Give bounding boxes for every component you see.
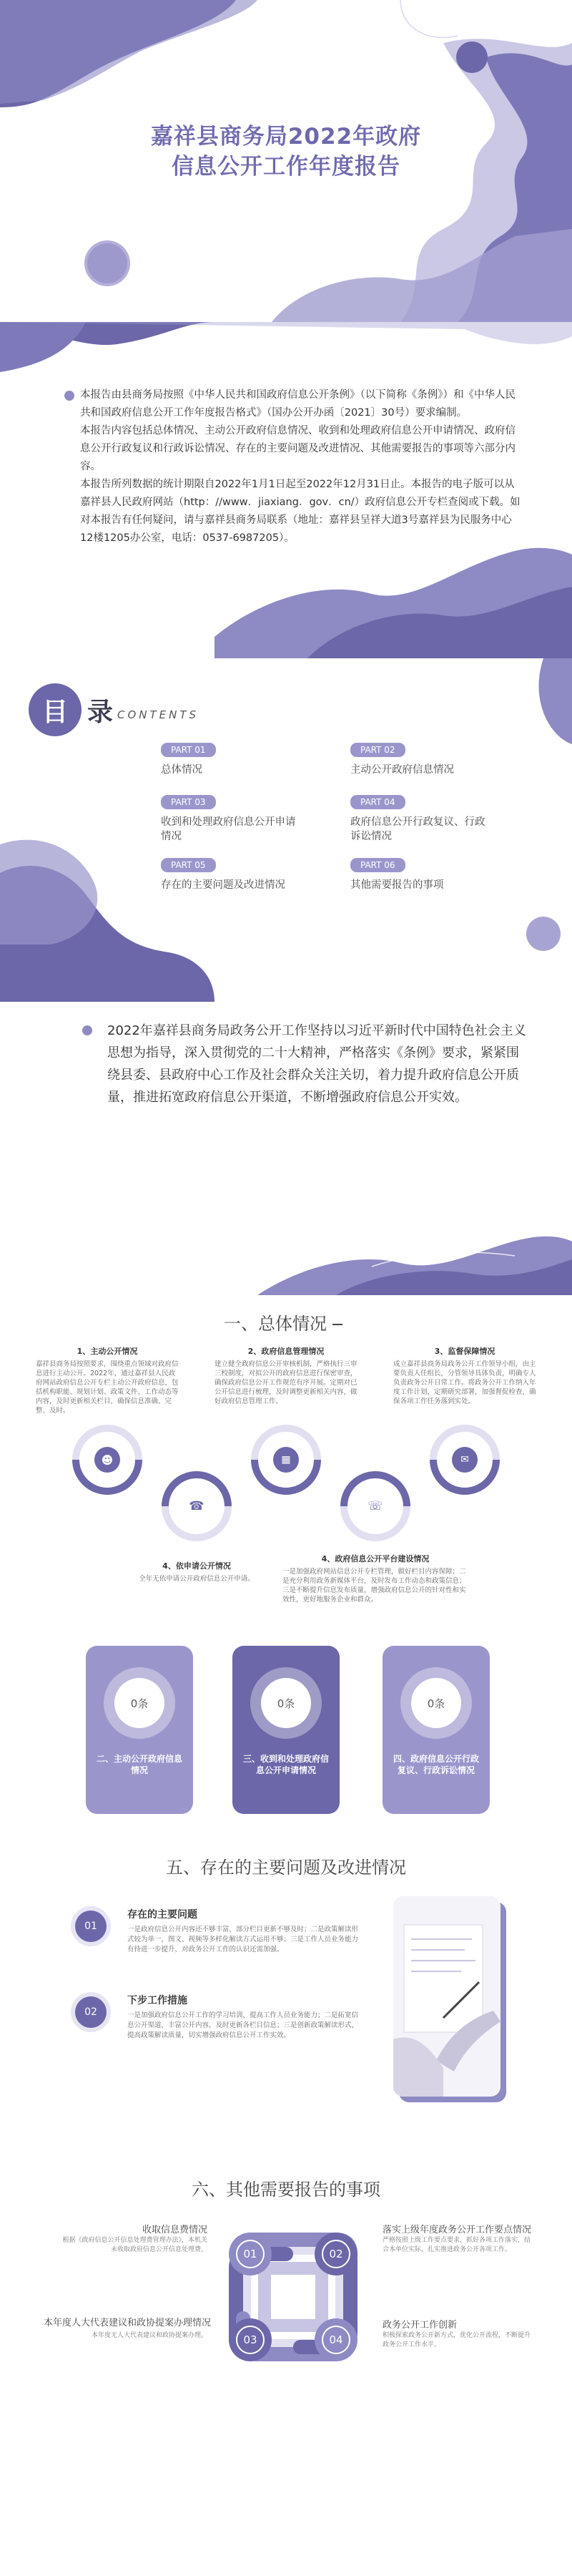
- intro-paragraph-1: 本报告由县商务局按照《中华人民共和国政府信息公开条例》（以下简称《条例》）和《中华人民共和国政府信息公开工作年度报告格式》（国办公开办函〔2021〕30号）要求编制。: [80, 389, 516, 419]
- toc-english-label: CONTENTS: [117, 708, 199, 721]
- knot-number-3: 03: [236, 2326, 265, 2354]
- stat-card-3: [383, 1646, 490, 1814]
- other-title-3: 本年度人大代表建议和政协提案办理情况: [43, 2318, 211, 2328]
- card-value: 0条: [411, 1678, 461, 1728]
- stat-card-2: [232, 1646, 340, 1814]
- overview-rings: [0, 1417, 572, 1560]
- stat-card-1: [86, 1646, 193, 1814]
- title-line-2: 信息公开工作年度报告: [172, 154, 400, 180]
- section-6-title: [0, 2175, 572, 2200]
- other-text-2: 严格按照上级工作要点要求，抓好各项工作落实，结合本单位实际，扎实推进政务公开各项工作。: [383, 2237, 531, 2253]
- toc-label: 其他需要报告的事项: [350, 879, 444, 891]
- block-title: 4、依申请公开情况: [162, 1561, 231, 1571]
- overview-block-1: [36, 1345, 179, 1415]
- document-photo: [393, 1896, 500, 2097]
- other-text-3: 本年度无人大代表建议和政协提案办理。: [91, 2332, 207, 2339]
- block-text: 全年无依申请公开政府信息公开申请。: [139, 1575, 255, 1583]
- problem-title-2: 下步工作措施: [127, 1995, 187, 2006]
- intro-paragraph-3: 本报告所列数据的统计期限自2022年1月1日起至2022年12月31日止。本报告的电子版可以从嘉祥县人民政府网站（http：//www．jiaxiang．gov．cn/）政府信息公开专栏查阅或下载。如对本报告有任何疑问，请与嘉祥县商务局联系（地址：嘉祥县呈祥大道3号嘉祥县为民服务中心12楼1205办公室，电话：0537-6987205）。: [80, 479, 521, 544]
- headset-icon: ☎: [184, 1493, 209, 1519]
- problem-title-1: 存在的主要问题: [127, 1909, 197, 1921]
- summary-text: 2022年嘉祥县商务局政务公开工作坚持以习近平新时代中国特色社会主义思想为指导，深入贯彻党的二十大精神，严格落实《条例》要求，紧紧围绕县委、县政府中心工作及社会群众关注关切，着力提升政府信息公开质量，推进拓宽政府信息公开渠道，不断增强政府信息公开实效。: [107, 1023, 526, 1105]
- toc-badge: PART 02: [350, 743, 405, 757]
- toc-item-part-05[interactable]: [161, 857, 297, 892]
- block-text: 一是加强政府网站信息公开专栏管理，做好栏目内容保障；二是充分利用政务新媒体平台，及时发布工作动态和政策信息；三是不断提升信息发布质量，增强政府信息公开的针对性和实效性，更好地服务企业和群众。: [282, 1568, 466, 1604]
- toc-item-part-06[interactable]: [350, 857, 493, 892]
- chat-icon: ✉: [452, 1447, 478, 1473]
- knot-number-4: 04: [322, 2326, 350, 2354]
- other-title-1: 收取信息费情况: [142, 2225, 207, 2235]
- problem-text-1: 一是政府信息公开内容还不够丰富，部分栏目更新不够及时；二是政策解读形式较为单一，图文、视频等多样化解读方式运用不够；三是工作人员业务能力有待进一步提升，对政务公开工作的认识还需加强。: [127, 1926, 359, 1953]
- intro-paragraph-2: 本报告内容包括总体情况、主动公开政府信息情况、收到和处理政府信息公开申请情况、政府信息公开行政复议和行政诉讼情况、存在的主要问题及改进情况、其他需要报告的事项等六部分内容。: [80, 425, 516, 472]
- intro-bullet-dot: [64, 391, 74, 401]
- section-5-title-text: 五、存在的主要问题及改进情况: [166, 1858, 406, 1878]
- summary-decoration: [0, 1216, 572, 1295]
- card-label: 四、政府信息公开行政复议、行政诉讼情况: [393, 1754, 479, 1775]
- section-6-title-text: 六、其他需要报告的事项: [192, 2180, 380, 2200]
- hand-writing-image: [393, 1896, 500, 2097]
- problem-text-2: 一是加强政府信息公开工作的学习培训，提高工作人员业务能力；二是拓宽信息公开渠道，丰富公开内容，及时更新各栏目信息；三是创新政策解读形式，提高政策解读质量，切实增强政府信息公开工作实效。: [127, 2011, 359, 2039]
- knot-number-1: 01: [236, 2240, 265, 2268]
- toc-badge: PART 06: [350, 858, 405, 872]
- section-1-title-text: 一、总体情况: [224, 1314, 327, 1334]
- bar-chart-icon: ▦: [273, 1447, 299, 1473]
- toc-label: 主动公开政府信息情况: [350, 764, 454, 776]
- toc-item-part-01[interactable]: [161, 742, 304, 777]
- block-title: 2、政府信息管理情况: [247, 1347, 325, 1356]
- user-dollar-icon: ☻: [94, 1447, 120, 1473]
- block-title: 4、政府信息公开平台建设情况: [321, 1554, 430, 1563]
- problem-number-1: 01: [75, 1911, 107, 1942]
- toc-char-1: 目: [29, 683, 82, 736]
- other-title-2: 落实上级年度政务公开工作要点情况: [383, 2225, 532, 2235]
- toc-badge: PART 05: [161, 858, 216, 872]
- toc-badge: PART 03: [161, 795, 216, 809]
- title-line-1: 嘉祥县商务局2022年政府: [150, 124, 422, 150]
- phone-icon: ☏: [363, 1493, 388, 1519]
- overview-block-4: [136, 1560, 257, 1584]
- section-1-title: [0, 1309, 572, 1335]
- knot-number-2: 02: [322, 2240, 350, 2268]
- toc-label: 收到和处理政府信息公开申请情况: [161, 816, 296, 842]
- block-text: 成立嘉祥县商务局政务公开工作领导小组，由主要负责人任组长，分管领导具体负责，明确专人负责政务公开日常工作。将政务公开工作纳入年度工作计划，定期研究部署，加强督促检查，确保各项工作任务落到实处。: [393, 1360, 536, 1405]
- other-text-1: 根据《政府信息公开信息处理费管理办法》，本机关未收取政府信息公开信息处理费。: [62, 2237, 207, 2253]
- block-title: 1、主动公开情况: [77, 1347, 138, 1356]
- intro-text: [80, 386, 522, 547]
- toc-header: [29, 683, 199, 736]
- toc-item-part-03[interactable]: [161, 794, 297, 844]
- block-title: 3、监督保障情况: [434, 1347, 495, 1356]
- overview-block-5: [282, 1553, 468, 1604]
- card-value: 0条: [261, 1678, 311, 1728]
- card-ring: [400, 1667, 472, 1739]
- summary-bullet-dot: [82, 1025, 92, 1035]
- toc-item-part-04[interactable]: [350, 794, 493, 844]
- card-value: 0条: [114, 1678, 164, 1728]
- toc-badge: PART 01: [161, 743, 216, 757]
- card-ring: [250, 1667, 322, 1739]
- problem-number-2: 02: [75, 1996, 107, 2028]
- toc-label: 总体情况: [161, 764, 202, 776]
- card-label: 三、收到和处理政府信息公开申请情况: [242, 1754, 329, 1775]
- overview-block-3: [393, 1345, 536, 1406]
- block-text: 嘉祥县商务局按照要求，围绕重点领域对政府信息进行主动公开。2022年，通过嘉祥县人民政府网站政府信息公开专栏主动公开政府信息，包括机构职能、规划计划、政策文件、工作动态等内容，及时更新相关栏目，确保信息准确、完整、及时。: [36, 1360, 179, 1415]
- toc-char-2: 录: [87, 697, 114, 727]
- toc-item-part-02[interactable]: [350, 742, 493, 777]
- toc-label: 政府信息公开行政复议、行政诉讼情况: [350, 816, 485, 842]
- section-5-title: [0, 1853, 572, 1878]
- card-ring: [104, 1667, 175, 1739]
- knot-graphic: [214, 2218, 372, 2376]
- other-title-4: 政务公开工作创新: [383, 2320, 458, 2331]
- report-title: [0, 122, 572, 182]
- block-text: 建立健全政府信息公开审核机制，严格执行三审三校制度，对拟公开的政府信息进行保密审查，确保政府信息公开工作规范有序开展。定期对已公开信息进行梳理，及时调整更新相关内容，做好政府信息管理工作。: [214, 1360, 358, 1405]
- overview-block-2: [214, 1345, 358, 1406]
- toc-label: 存在的主要问题及改进情况: [161, 879, 285, 891]
- other-text-4: 积极探索政务公开新方式，优化公开流程，不断提升政务公开工作水平。: [383, 2332, 531, 2348]
- card-label: 二、主动公开政府信息情况: [96, 1754, 182, 1775]
- toc-badge: PART 04: [350, 795, 405, 809]
